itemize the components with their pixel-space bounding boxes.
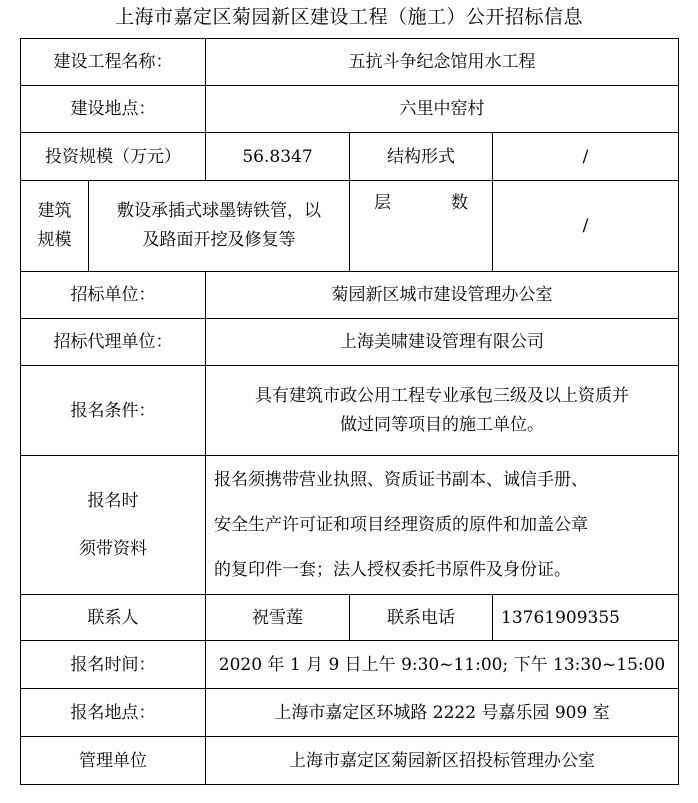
scale-label-line2: 规模 [37,230,72,250]
floors-value: / [493,181,679,272]
row-materials [21,456,679,595]
structure-label: 结构形式 [350,133,493,181]
floors-label-char1: 层 [374,193,391,213]
conditions-label: 报名条件： [21,366,206,456]
conditions-value-line2: 做过同等项目的施工单位。 [340,414,544,435]
phone-value: 13761909355 [493,595,679,641]
row-investment [21,133,679,181]
materials-label [21,456,206,595]
tender-info-table [20,38,679,785]
investment-value: 56.8347 [206,133,350,181]
agent-value: 上海美啸建设管理有限公司 [206,319,679,366]
row-contact [21,595,679,641]
contact-value: 祝雪莲 [206,595,350,641]
project-name-label: 建设工程名称： [21,39,206,86]
page-title: 上海市嘉定区菊园新区建设工程（施工）公开招标信息 [114,6,583,28]
materials-value-line2: 安全生产许可证和项目经理资质的原件和加盖公章 [214,514,588,535]
agent-label: 招标代理单位： [21,319,206,366]
investment-label: 投资规模（万元） [21,133,206,181]
materials-value [206,456,679,595]
row-conditions [21,366,679,456]
scale-value [89,181,350,272]
scale-label-line1: 建筑 [37,201,72,221]
admin-value: 上海市嘉定区菊园新区招投标管理办公室 [206,737,679,785]
reg-place-label: 报名地点： [21,689,206,737]
row-reg-time [21,641,679,689]
conditions-value [206,366,679,456]
structure-value: / [493,133,679,181]
reg-time-value: 2020 年 1 月 9 日上午 9:30~11:00; 下午 13:30~15:00 [206,641,679,689]
location-value: 六里中窑村 [206,86,679,133]
floors-label-text [374,191,468,215]
floors-label-char2: 数 [451,193,468,213]
scale-label [21,181,89,272]
materials-value-line3: 的复印件一套；法人授权委托书原件及身份证。 [214,559,571,580]
reg-time-label: 报名时间： [21,641,206,689]
location-label: 建设地点： [21,86,206,133]
materials-value-line1: 报名须携带营业执照、资质证书副本、诚信手册、 [214,469,588,490]
scale-value-line1: 敷设承插式球墨铸铁管，以 [117,201,321,221]
project-name-value: 五抗斗争纪念馆用水工程 [206,39,679,86]
row-project-name [21,39,679,86]
reg-place-value: 上海市嘉定区环城路 2222 号嘉乐园 909 室 [206,689,679,737]
admin-label: 管理单位 [21,737,206,785]
tenderer-value: 菊园新区城市建设管理办公室 [206,272,679,319]
row-admin [21,737,679,785]
conditions-value-line1: 具有建筑市政公用工程专业承包三级及以上资质并 [255,385,629,406]
row-reg-place [21,689,679,737]
tenderer-label: 招标单位： [21,272,206,319]
row-tenderer [21,272,679,319]
scale-value-line2: 及路面开挖及修复等 [142,230,296,250]
contact-label: 联系人 [21,595,206,641]
row-agent [21,319,679,366]
tender-info-table-wrapper [20,38,678,785]
row-scale [21,181,679,272]
materials-label-line1: 报名时 [87,491,139,511]
phone-label: 联系电话 [350,595,493,641]
row-location [21,86,679,133]
materials-label-line2: 须带资料 [79,539,147,559]
floors-label [350,181,493,272]
